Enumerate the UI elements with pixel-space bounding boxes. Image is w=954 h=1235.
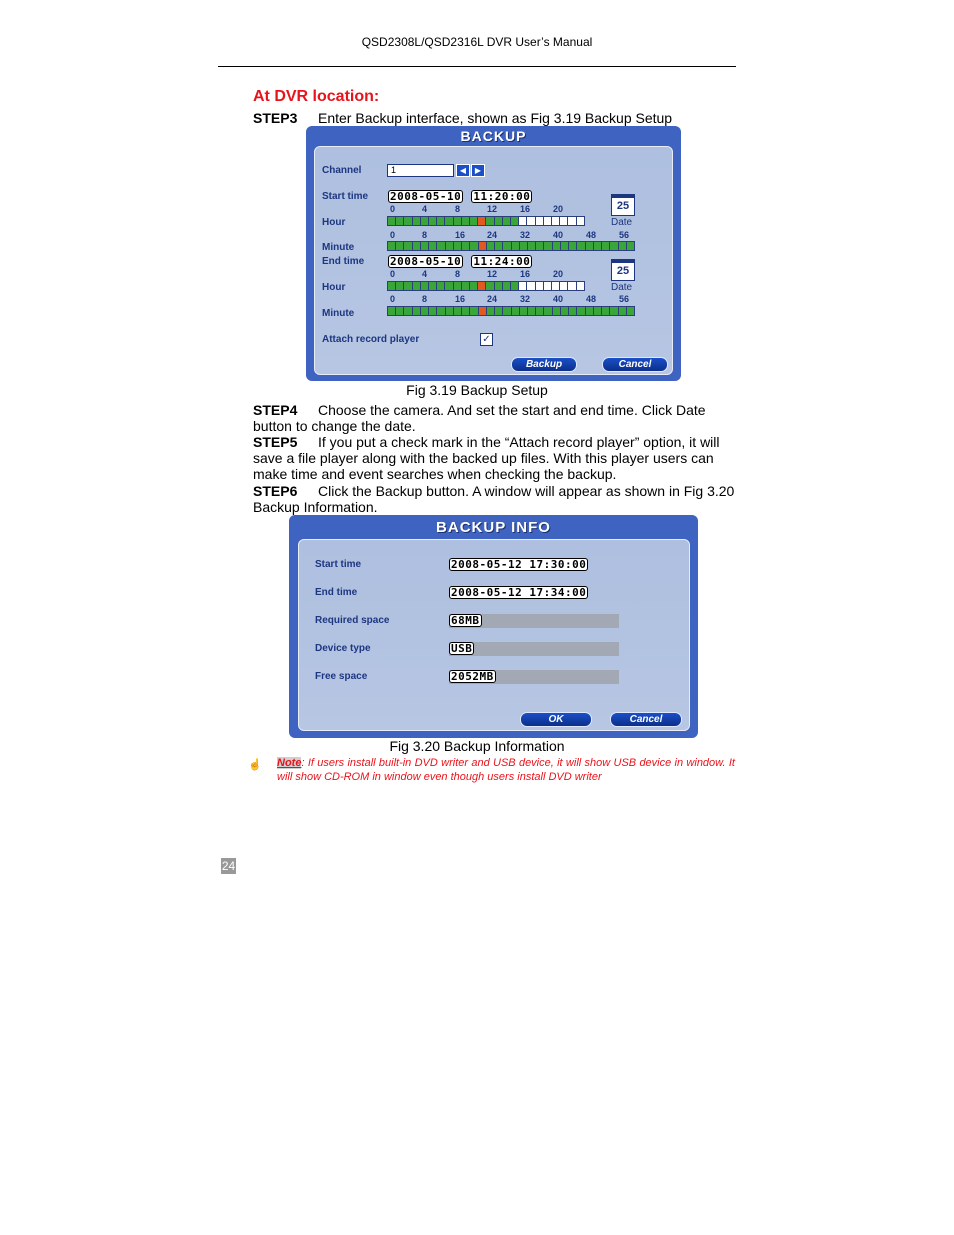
- hour-cell[interactable]: [429, 282, 437, 290]
- minute-cell[interactable]: [512, 242, 520, 250]
- scale-tick: 16: [520, 269, 531, 279]
- info-device-value: USB: [451, 642, 473, 655]
- start-hour-label: Hour: [322, 217, 346, 228]
- backup-title: BACKUP: [460, 128, 527, 144]
- scale-tick: 56: [619, 230, 630, 240]
- attach-checkbox[interactable]: ✓: [480, 333, 493, 346]
- hour-cell[interactable]: [388, 217, 396, 225]
- step6-paragraph: [253, 483, 736, 515]
- note-label: Note: [277, 757, 302, 769]
- fig320-caption: Fig 3.20 Backup Information: [389, 738, 565, 754]
- minute-cell[interactable]: [396, 242, 404, 250]
- step6-text: Click the Backup button. A window will appear as shown in Fig 3.20 Backup Information.: [253, 483, 735, 515]
- scale-tick: 32: [520, 230, 531, 240]
- hour-cell[interactable]: [445, 217, 453, 225]
- minute-cell[interactable]: [610, 307, 618, 315]
- attach-label: Attach record player: [322, 334, 420, 345]
- hour-cell[interactable]: [413, 217, 421, 225]
- hour-cell[interactable]: [486, 282, 494, 290]
- minute-cell[interactable]: [470, 242, 478, 250]
- minute-cell[interactable]: [437, 307, 445, 315]
- minute-cell[interactable]: [503, 307, 511, 315]
- minute-cell[interactable]: [487, 307, 495, 315]
- minute-cell[interactable]: [544, 242, 552, 250]
- minute-cell[interactable]: [396, 307, 404, 315]
- scale-tick: 8: [422, 294, 428, 304]
- scale-tick: 12: [487, 204, 498, 214]
- minute-cell[interactable]: [446, 307, 454, 315]
- hour-cell[interactable]: [462, 282, 470, 290]
- step4-text: Choose the camera. And set the start and end time. Click Date button to change the date.: [253, 402, 706, 434]
- minute-cell[interactable]: [479, 307, 487, 315]
- scale-tick: 8: [455, 204, 461, 214]
- minute-cell[interactable]: [553, 307, 561, 315]
- minute-cell[interactable]: [454, 307, 462, 315]
- step5-label: STEP5: [253, 434, 298, 450]
- minute-cell[interactable]: [462, 242, 470, 250]
- minute-cell[interactable]: [544, 307, 552, 315]
- scale-tick: 56: [619, 294, 630, 304]
- hour-cell[interactable]: [552, 217, 560, 225]
- start-minute-bar[interactable]: [387, 241, 635, 251]
- hour-cell[interactable]: [560, 282, 568, 290]
- ok-button[interactable]: OK: [520, 712, 592, 727]
- backup-info-panel: [298, 539, 690, 731]
- minute-cell[interactable]: [454, 242, 462, 250]
- scale-tick: 24: [487, 230, 498, 240]
- step3-text: Enter Backup interface, shown as Fig 3.19 Backup Setup: [318, 110, 673, 126]
- minute-cell[interactable]: [561, 242, 569, 250]
- scale-tick: 4: [422, 204, 428, 214]
- minute-cell[interactable]: [594, 242, 602, 250]
- hour-cell[interactable]: [495, 282, 503, 290]
- minute-cell[interactable]: [503, 242, 511, 250]
- info-device-label: Device type: [315, 643, 371, 654]
- minute-cell[interactable]: [520, 307, 528, 315]
- hour-cell[interactable]: [486, 217, 494, 225]
- hour-cell[interactable]: [527, 217, 535, 225]
- scale-tick: 20: [553, 204, 564, 214]
- end-calendar-icon[interactable]: 25: [611, 259, 635, 281]
- right-arrow-icon: ▶: [474, 166, 482, 175]
- scale-tick: 0: [390, 269, 396, 279]
- minute-cell[interactable]: [388, 242, 396, 250]
- backup-button[interactable]: Backup: [511, 357, 577, 372]
- step3-label: STEP3: [253, 110, 298, 126]
- start-minute-scale: [387, 230, 637, 240]
- step3-paragraph: [253, 110, 736, 126]
- minute-cell[interactable]: [479, 242, 487, 250]
- backup-info-title: BACKUP INFO: [436, 519, 551, 536]
- start-date[interactable]: 2008-05-10: [390, 190, 462, 203]
- hour-cell[interactable]: [544, 282, 552, 290]
- start-date-label[interactable]: Date: [611, 217, 633, 228]
- minute-cell[interactable]: [413, 307, 421, 315]
- hour-cell[interactable]: [536, 282, 544, 290]
- minute-cell[interactable]: [586, 242, 594, 250]
- minute-cell[interactable]: [413, 242, 421, 250]
- info-free-label: Free space: [315, 671, 368, 682]
- end-time[interactable]: 11:24:00: [473, 255, 531, 268]
- start-minute-label: Minute: [322, 242, 355, 253]
- minute-cell[interactable]: [619, 307, 627, 315]
- minute-cell[interactable]: [627, 242, 634, 250]
- step4-label: STEP4: [253, 402, 298, 418]
- hour-cell[interactable]: [511, 217, 519, 225]
- channel-prev-button[interactable]: [456, 164, 470, 177]
- channel-next-button[interactable]: [471, 164, 485, 177]
- minute-cell[interactable]: [594, 307, 602, 315]
- minute-cell[interactable]: [512, 307, 520, 315]
- end-date[interactable]: 2008-05-10: [390, 255, 462, 268]
- minute-cell[interactable]: [602, 307, 610, 315]
- backup-window: [306, 126, 681, 381]
- hour-cell[interactable]: [519, 217, 527, 225]
- start-calendar-icon[interactable]: 25: [611, 194, 635, 216]
- hour-cell[interactable]: [454, 217, 462, 225]
- hour-cell[interactable]: [396, 282, 404, 290]
- minute-cell[interactable]: [528, 242, 536, 250]
- scale-tick: 0: [390, 230, 396, 240]
- backup-info-window: [289, 515, 698, 738]
- start-hour-scale: [387, 204, 637, 214]
- hour-cell[interactable]: [519, 282, 527, 290]
- scale-tick: 12: [487, 269, 498, 279]
- hour-cell[interactable]: [413, 282, 421, 290]
- hour-cell[interactable]: [437, 282, 445, 290]
- minute-cell[interactable]: [421, 242, 429, 250]
- cancel-button[interactable]: Cancel: [602, 357, 668, 372]
- channel-input[interactable]: 1: [387, 164, 454, 177]
- hour-cell[interactable]: [478, 282, 486, 290]
- minute-cell[interactable]: [569, 307, 577, 315]
- minute-cell[interactable]: [602, 242, 610, 250]
- minute-cell[interactable]: [429, 242, 437, 250]
- hour-cell[interactable]: [396, 217, 404, 225]
- header-rule: [218, 66, 736, 67]
- end-date-label[interactable]: Date: [611, 282, 633, 293]
- scale-tick: 8: [422, 230, 428, 240]
- scale-tick: 8: [455, 269, 461, 279]
- step5-text: If you put a check mark in the “Attach record player” option, it will save a file player along with the backed up files. With this player users can make time and event searches when checking the backup.: [253, 434, 720, 482]
- minute-cell[interactable]: [446, 242, 454, 250]
- scale-tick: 32: [520, 294, 531, 304]
- start-hour-bar[interactable]: [387, 216, 585, 226]
- info-free-value: 2052MB: [451, 670, 494, 683]
- hour-cell[interactable]: [577, 217, 584, 225]
- hour-cell[interactable]: [470, 217, 478, 225]
- hour-cell[interactable]: [511, 282, 519, 290]
- section-title: At DVR location:: [253, 88, 380, 105]
- minute-cell[interactable]: [528, 307, 536, 315]
- info-required-value: 68MB: [451, 614, 480, 627]
- minute-cell[interactable]: [462, 307, 470, 315]
- minute-cell[interactable]: [421, 307, 429, 315]
- hour-cell[interactable]: [527, 282, 535, 290]
- minute-cell[interactable]: [437, 242, 445, 250]
- minute-cell[interactable]: [495, 242, 503, 250]
- minute-cell[interactable]: [404, 307, 412, 315]
- hour-cell[interactable]: [470, 282, 478, 290]
- end-hour-label: Hour: [322, 282, 346, 293]
- hour-cell[interactable]: [568, 282, 576, 290]
- hour-cell[interactable]: [536, 217, 544, 225]
- hour-cell[interactable]: [388, 282, 396, 290]
- minute-cell[interactable]: [561, 307, 569, 315]
- minute-cell[interactable]: [388, 307, 396, 315]
- scale-tick: 4: [422, 269, 428, 279]
- minute-cell[interactable]: [553, 242, 561, 250]
- minute-cell[interactable]: [495, 307, 503, 315]
- scale-tick: 40: [553, 230, 564, 240]
- info-start-label: Start time: [315, 559, 362, 570]
- info-required-label: Required space: [315, 615, 390, 626]
- minute-cell[interactable]: [404, 242, 412, 250]
- end-hour-bar[interactable]: [387, 281, 585, 291]
- hour-cell[interactable]: [495, 217, 503, 225]
- scale-tick: 24: [487, 294, 498, 304]
- hour-cell[interactable]: [503, 217, 511, 225]
- left-arrow-icon: ◀: [459, 166, 467, 175]
- minute-cell[interactable]: [536, 307, 544, 315]
- scale-tick: 48: [586, 294, 597, 304]
- channel-label: Channel: [322, 165, 362, 176]
- note-text: : If users install built-in DVD writer and USB device, it will show USB device in window. It will show CD-ROM in window even though users install DVD writer: [277, 757, 735, 783]
- hour-cell[interactable]: [544, 217, 552, 225]
- minute-cell[interactable]: [536, 242, 544, 250]
- page-number: 24: [221, 859, 236, 873]
- scale-tick: 0: [390, 294, 396, 304]
- scale-tick: 20: [553, 269, 564, 279]
- end-minute-label: Minute: [322, 308, 355, 319]
- scale-tick: 48: [586, 230, 597, 240]
- scale-tick: 40: [553, 294, 564, 304]
- info-end-label: End time: [315, 587, 358, 598]
- minute-cell[interactable]: [470, 307, 478, 315]
- hour-cell[interactable]: [404, 282, 412, 290]
- backup-panel: [314, 146, 673, 375]
- end-time-label: End time: [322, 256, 365, 267]
- minute-cell[interactable]: [487, 242, 495, 250]
- start-datetime[interactable]: [388, 190, 533, 203]
- minute-cell[interactable]: [520, 242, 528, 250]
- scale-tick: 16: [455, 294, 466, 304]
- minute-cell[interactable]: [429, 307, 437, 315]
- hour-cell[interactable]: [560, 217, 568, 225]
- step6-label: STEP6: [253, 483, 298, 499]
- pointing-hand-icon: ☝: [248, 759, 262, 771]
- end-datetime[interactable]: [388, 255, 533, 268]
- hour-cell[interactable]: [462, 217, 470, 225]
- hour-cell[interactable]: [429, 217, 437, 225]
- end-hour-scale: [387, 269, 637, 279]
- start-time-label: Start time: [322, 191, 369, 202]
- info-start-value: 2008-05-12 17:30:00: [451, 558, 587, 571]
- scale-tick: 16: [520, 204, 531, 214]
- hour-cell[interactable]: [568, 217, 576, 225]
- minute-cell[interactable]: [569, 242, 577, 250]
- fig319-caption: Fig 3.19 Backup Setup: [406, 382, 548, 398]
- hour-cell[interactable]: [577, 282, 584, 290]
- hour-cell[interactable]: [421, 217, 429, 225]
- scale-tick: 0: [390, 204, 396, 214]
- info-cancel-button[interactable]: Cancel: [610, 712, 682, 727]
- hour-cell[interactable]: [421, 282, 429, 290]
- minute-cell[interactable]: [577, 307, 585, 315]
- hour-cell[interactable]: [445, 282, 453, 290]
- end-minute-bar[interactable]: [387, 306, 635, 316]
- minute-cell[interactable]: [619, 242, 627, 250]
- minute-cell[interactable]: [627, 307, 634, 315]
- step4-paragraph: [253, 402, 736, 434]
- info-end-value: 2008-05-12 17:34:00: [451, 586, 587, 599]
- scale-tick: 16: [455, 230, 466, 240]
- hour-cell[interactable]: [437, 217, 445, 225]
- minute-cell[interactable]: [577, 242, 585, 250]
- hour-cell[interactable]: [503, 282, 511, 290]
- step5-paragraph: [253, 434, 736, 482]
- end-minute-scale: [387, 294, 637, 304]
- start-time[interactable]: 11:20:00: [473, 190, 531, 203]
- hour-cell[interactable]: [552, 282, 560, 290]
- hour-cell[interactable]: [454, 282, 462, 290]
- hour-cell[interactable]: [478, 217, 486, 225]
- minute-cell[interactable]: [610, 242, 618, 250]
- minute-cell[interactable]: [586, 307, 594, 315]
- note-paragraph: [277, 756, 735, 784]
- page-header: QSD2308L/QSD2316L DVR User’s Manual: [361, 35, 593, 49]
- hour-cell[interactable]: [404, 217, 412, 225]
